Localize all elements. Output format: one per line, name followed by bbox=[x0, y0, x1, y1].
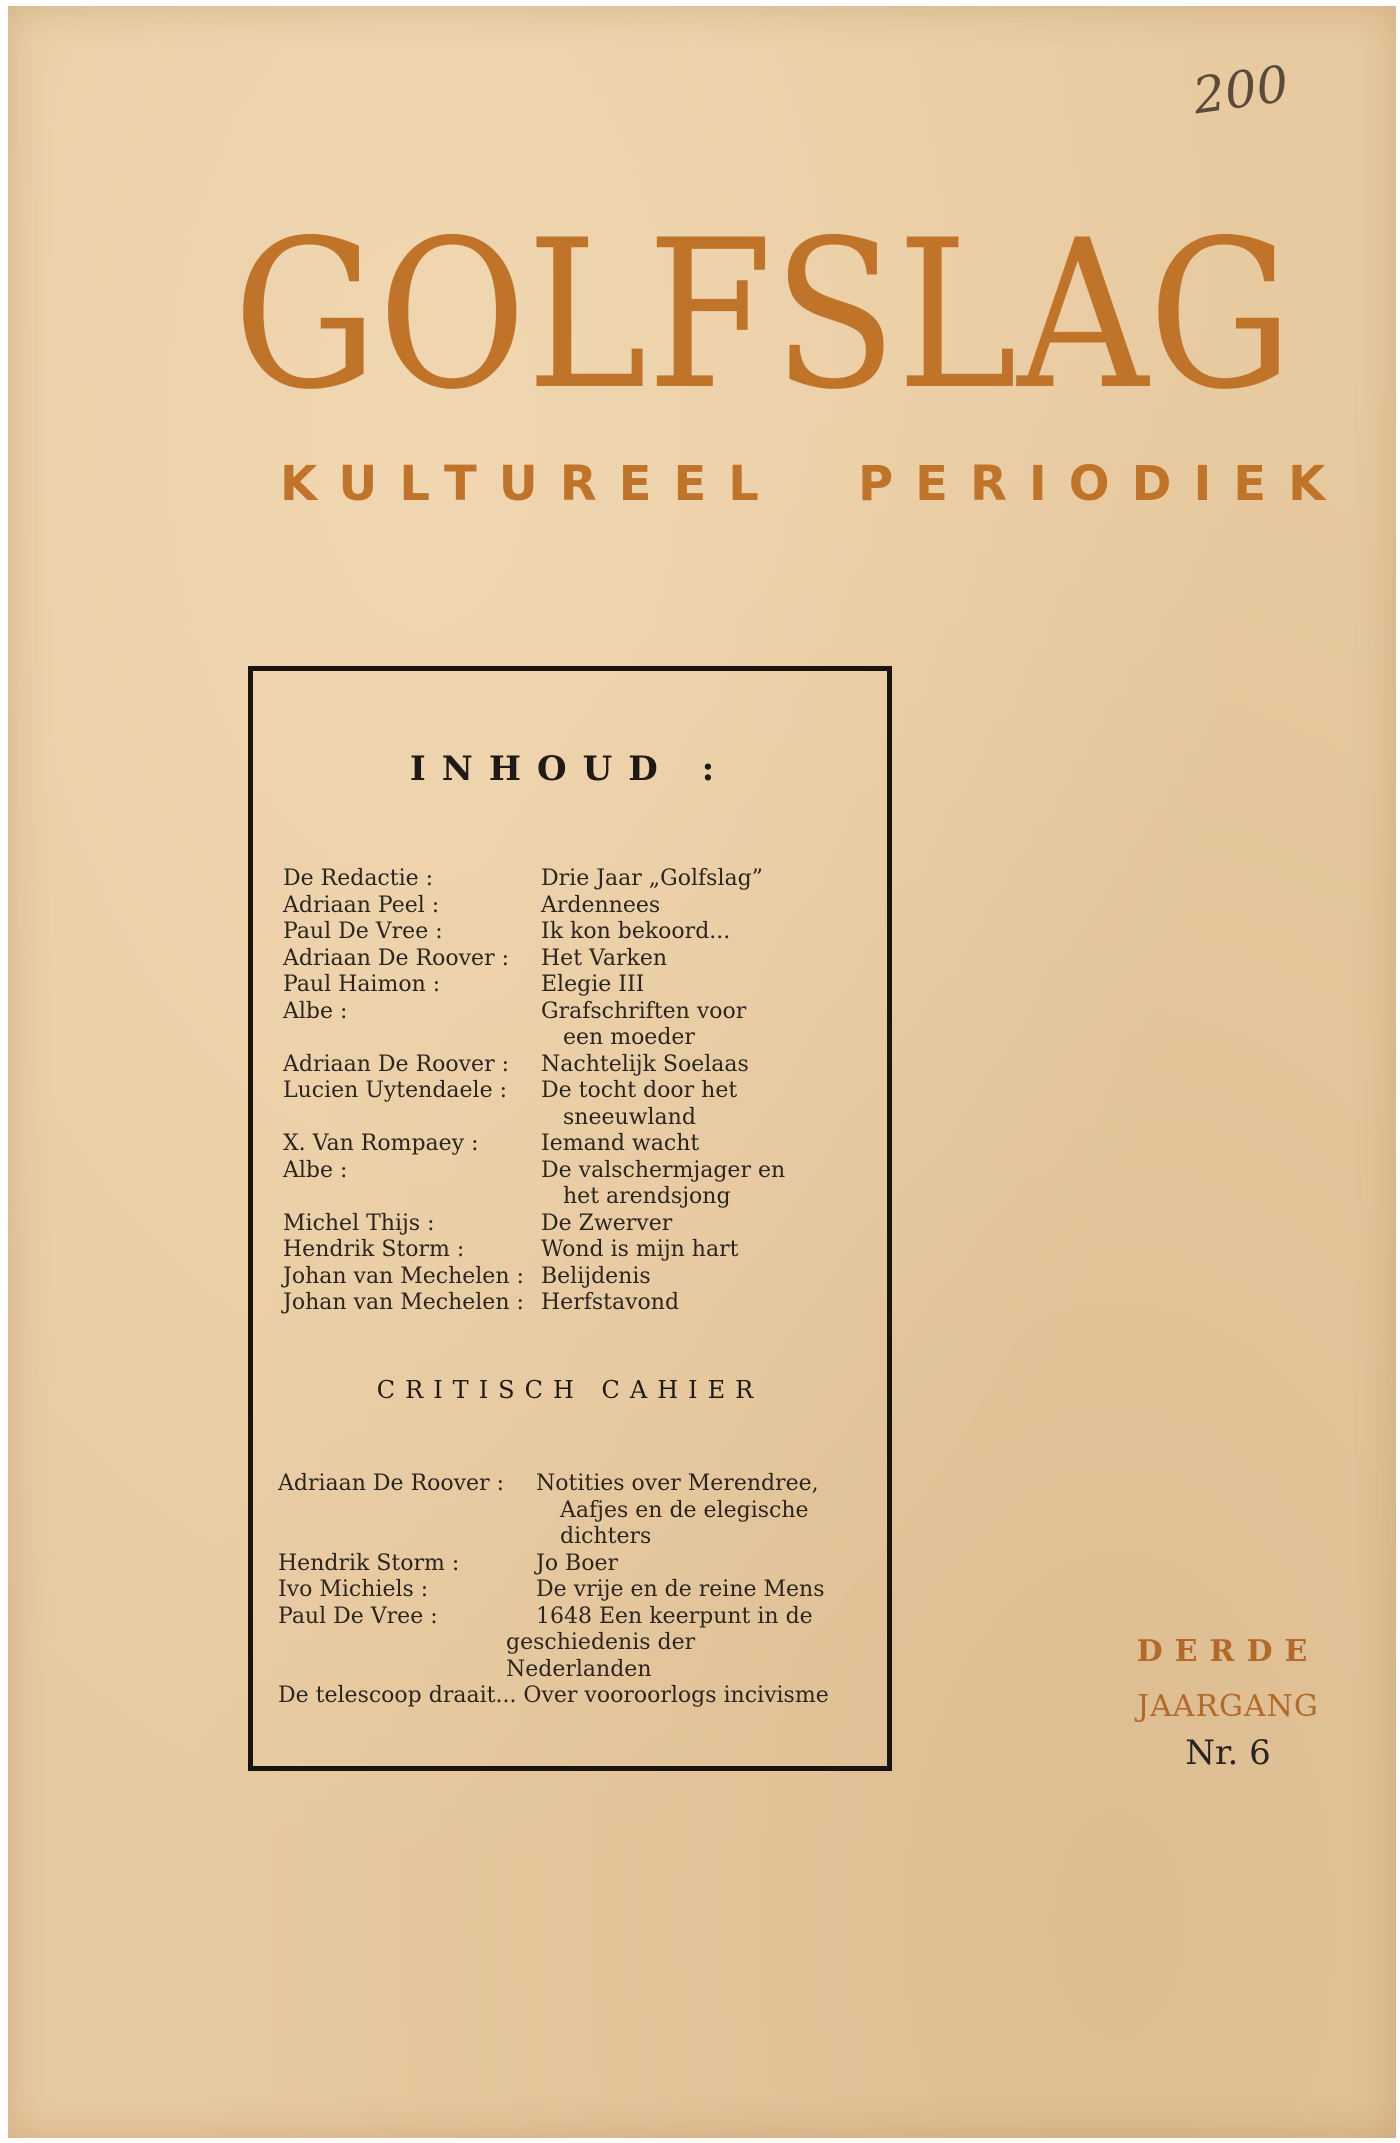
handwritten-note: 200 bbox=[1189, 54, 1293, 126]
entry-title bbox=[541, 1158, 873, 1211]
entry-title bbox=[541, 1078, 873, 1131]
contents-entry bbox=[283, 1290, 873, 1317]
subtitle-kultureel: KULTUREEL bbox=[280, 456, 781, 512]
contents-entry bbox=[283, 999, 873, 1052]
entry-title: Nachtelijk Soelaas bbox=[541, 1051, 749, 1077]
year-label: JAARGANG bbox=[1137, 1689, 1319, 1724]
entry-title bbox=[506, 1603, 878, 1684]
entry-title: Ardennees bbox=[541, 892, 661, 918]
entry-title: De vrije en de reine Mens bbox=[536, 1577, 825, 1602]
contents-entry bbox=[283, 1078, 873, 1131]
entry-author: Adriaan De Roover : bbox=[283, 945, 509, 971]
issue-number: Nr. 6 bbox=[1185, 1733, 1271, 1773]
masthead-title-svg bbox=[223, 186, 1303, 435]
critisch-entry bbox=[278, 1551, 878, 1578]
entry-author: X. Van Rompaey : bbox=[283, 1131, 479, 1156]
entry-title-line3: Nederlanden bbox=[506, 1656, 652, 1682]
critisch-entry bbox=[278, 1577, 878, 1604]
entry-author: Lucien Uytendaele : bbox=[283, 1078, 507, 1103]
entry-title: De Zwerver bbox=[541, 1210, 673, 1236]
contents-entry bbox=[283, 972, 873, 999]
masthead-title-text: GOLFSLAG bbox=[233, 197, 1293, 435]
entry-title-line1: De tocht door het bbox=[541, 1078, 738, 1103]
contents-entry bbox=[283, 1131, 873, 1158]
entry-author: Paul Haimon : bbox=[283, 972, 441, 997]
entry-title: Belijdenis bbox=[541, 1263, 651, 1289]
contents-entry bbox=[283, 866, 873, 893]
entry-title: Iemand wacht bbox=[541, 1131, 700, 1156]
entry-author: Hendrik Storm : bbox=[278, 1550, 460, 1576]
entry-title: Ik kon bekoord... bbox=[541, 919, 731, 944]
entry-author: Michel Thijs : bbox=[283, 1210, 435, 1236]
entry-author: Adriaan De Roover : bbox=[283, 1051, 509, 1077]
contents-entry bbox=[283, 1264, 873, 1291]
entry-title bbox=[541, 999, 873, 1052]
entry-author: Hendrik Storm : bbox=[283, 1237, 465, 1262]
entry-author: Johan van Mechelen : bbox=[283, 1290, 524, 1315]
contents-box bbox=[248, 666, 892, 1771]
critisch-cahier-heading: CRITISCH CAHIER bbox=[376, 1376, 764, 1404]
contents-entry bbox=[283, 946, 873, 973]
critisch-entry bbox=[278, 1604, 878, 1684]
entry-title-line2: het arendsjong bbox=[563, 1184, 731, 1209]
entry-author: Paul De Vree : bbox=[278, 1603, 438, 1629]
contents-entry bbox=[283, 1211, 873, 1238]
entry-author: Albe : bbox=[283, 1157, 348, 1183]
entry-author: Paul De Vree : bbox=[283, 919, 443, 944]
entry-title-line1: De valschermjager en bbox=[541, 1157, 786, 1183]
entry-author: De Redactie : bbox=[283, 866, 434, 891]
entry-title: Drie Jaar „Golfslag” bbox=[541, 866, 763, 891]
magazine-cover bbox=[8, 6, 1396, 2138]
subtitle-periodiek: PERIODIEK bbox=[858, 456, 1348, 512]
entry-title-line2: sneeuwland bbox=[563, 1104, 696, 1130]
entry-title bbox=[536, 1471, 878, 1551]
entry-title: Wond is mijn hart bbox=[541, 1237, 739, 1262]
masthead-title bbox=[223, 186, 1303, 435]
entry-title-line1: 1648 Een keerpunt in de bbox=[536, 1603, 813, 1629]
contents-entry bbox=[283, 1052, 873, 1079]
entry-title-line1: Notities over Merendree, bbox=[536, 1471, 819, 1496]
entry-title: Herfstavond bbox=[541, 1290, 680, 1315]
entry-title: Het Varken bbox=[541, 945, 668, 971]
entry-title-line1: Grafschriften voor bbox=[541, 998, 747, 1024]
contents-entry bbox=[283, 893, 873, 920]
contents-entry bbox=[283, 1158, 873, 1211]
entry-author: Albe : bbox=[283, 998, 348, 1024]
contents-entry bbox=[283, 919, 873, 946]
contents-list bbox=[283, 866, 873, 1317]
entry-author: Ivo Michiels : bbox=[278, 1577, 429, 1602]
entry-title: Elegie III bbox=[541, 972, 645, 997]
contents-entry bbox=[283, 1237, 873, 1264]
contents-heading: INHOUD : bbox=[409, 749, 731, 789]
entry-title: Jo Boer bbox=[536, 1550, 619, 1576]
entry-title-line2: een moeder bbox=[563, 1025, 695, 1050]
critisch-entry-full: De telescoop draait... Over vooroorlogs incivisme bbox=[278, 1683, 829, 1708]
entry-author: Johan van Mechelen : bbox=[283, 1263, 524, 1289]
critisch-entry bbox=[278, 1471, 878, 1551]
entry-title-line3: dichters bbox=[560, 1524, 652, 1549]
entry-title-line2: Aafjes en de elegische bbox=[560, 1497, 809, 1523]
critisch-cahier-list bbox=[278, 1471, 878, 1710]
volume-label: DERDE bbox=[1136, 1634, 1320, 1669]
entry-author: Adriaan De Roover : bbox=[278, 1471, 504, 1496]
entry-author: Adriaan Peel : bbox=[283, 892, 440, 918]
entry-title-line2: geschiedenis der bbox=[506, 1630, 696, 1655]
